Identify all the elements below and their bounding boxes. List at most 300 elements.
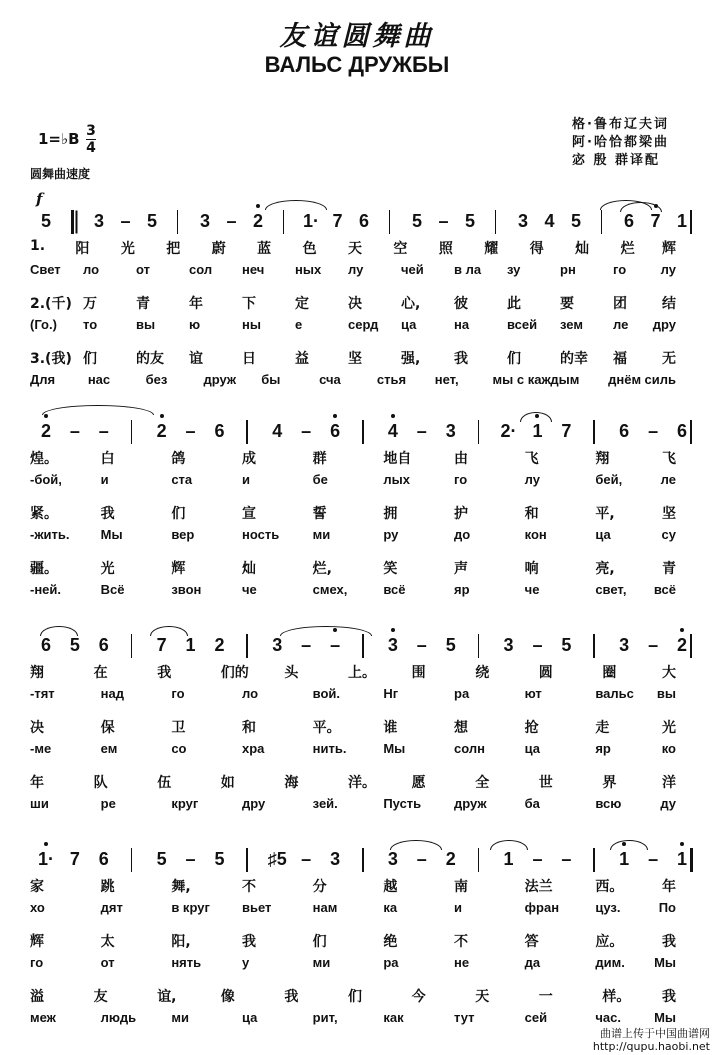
- note: –: [185, 849, 196, 869]
- lyric-russian: как: [383, 1009, 404, 1025]
- lyric-chinese: 万: [83, 296, 97, 312]
- title-russian: ВАЛЬС ДРУЖБЫ: [264, 52, 450, 77]
- lyric-chinese: 翔: [30, 665, 44, 681]
- lyric-russian: ле: [613, 316, 629, 332]
- lyric-chinese: 紧。: [30, 506, 58, 522]
- lyric-russian: у: [242, 954, 250, 970]
- time-signature-bottom: 4: [86, 140, 96, 156]
- lyric-russian: вер: [171, 526, 195, 542]
- lyric-russian: ра: [454, 685, 470, 701]
- lyric-chinese: 耀: [484, 241, 499, 257]
- note: 5: [570, 211, 581, 231]
- lyric-russian: вы: [136, 316, 156, 332]
- lyric-russian: ца: [242, 1009, 258, 1025]
- lyric-russian: ми: [312, 954, 331, 970]
- lyric-russian: вальс: [595, 685, 634, 701]
- lyric-russian: бей,: [595, 471, 623, 487]
- note: 2: [152, 418, 172, 444]
- lyric-chinese: 家: [30, 879, 44, 895]
- slur: [390, 840, 442, 850]
- note: 5: [69, 635, 80, 655]
- lyric-russian: нет,: [434, 371, 459, 387]
- lyric-chinese: 我: [157, 665, 172, 681]
- lyric-chinese: 圆: [538, 665, 553, 681]
- lyric-russian: (Го.): [30, 316, 57, 332]
- credit-composer: 阿·哈恰都梁曲: [572, 135, 669, 150]
- note: 1: [527, 418, 547, 444]
- lyric-chinese: 我: [284, 989, 299, 1005]
- note: 6: [619, 421, 630, 441]
- tempo-marking: 圆舞曲速度: [30, 167, 91, 181]
- lyric-chinese: 西。: [595, 879, 624, 895]
- note: –: [69, 421, 80, 441]
- footer-watermark: [593, 1027, 710, 1053]
- note: 1·: [302, 211, 319, 231]
- lyric-russian: бы: [261, 371, 281, 387]
- lyric-russian: -бой,: [30, 471, 62, 487]
- slur: [490, 840, 528, 850]
- lyric-chinese: 要: [560, 296, 574, 312]
- lyric-russian: зей.: [312, 795, 338, 811]
- lyric-russian: зем: [560, 316, 583, 332]
- note: 5: [156, 849, 167, 869]
- lyric-russian: цуз.: [595, 899, 621, 915]
- lyric-chinese: 灿: [575, 241, 590, 257]
- lyric-russian: ность: [242, 526, 280, 542]
- dynamic-marking: f: [36, 190, 43, 208]
- lyric-russian: всей: [507, 316, 538, 332]
- lyric-chinese: 地自: [383, 451, 412, 467]
- lyric-russian: нас: [87, 371, 111, 387]
- lyric-chinese: 由: [454, 451, 468, 467]
- lyric-russian: бе: [312, 471, 328, 487]
- note: 3: [272, 635, 283, 655]
- lyric-chinese: 一: [538, 989, 553, 1005]
- note: 2: [672, 632, 692, 658]
- time-signature: [86, 124, 96, 155]
- lyric-russian: ста: [171, 471, 193, 487]
- note: 5: [411, 211, 422, 231]
- lyric-russian: ба: [524, 795, 540, 811]
- barline: [690, 848, 693, 872]
- note: 2: [214, 635, 225, 655]
- lyric-chinese: 洋: [662, 775, 676, 791]
- lyric-chinese: 们: [171, 506, 186, 522]
- lyric-chinese: 飞: [524, 451, 539, 467]
- lyric-russian: лых: [383, 471, 410, 487]
- note: 5: [146, 211, 157, 231]
- lyric-russian: го: [454, 471, 468, 487]
- lyric-russian: час.: [595, 1009, 621, 1025]
- lyric-russian: ре: [100, 795, 116, 811]
- lyric-russian: лу: [348, 261, 364, 277]
- note: 2: [36, 418, 56, 444]
- note: 6: [98, 635, 109, 655]
- note: –: [325, 632, 345, 658]
- lyric-russian: от: [100, 954, 115, 970]
- lyric-russian: Свет: [30, 261, 61, 277]
- note: 5: [561, 635, 572, 655]
- note: –: [648, 635, 659, 655]
- lyric-chinese: 阳: [75, 241, 90, 257]
- barline: [593, 634, 595, 658]
- barline: [593, 848, 595, 872]
- lyric-chinese: 平。: [312, 720, 341, 736]
- lyric-chinese: 阳,: [171, 934, 191, 950]
- lyric-chinese: 把: [166, 241, 181, 257]
- lyric-russian: ру: [383, 526, 399, 542]
- note: 4: [544, 211, 555, 231]
- lyric-chinese: 南: [454, 879, 468, 895]
- note: –: [561, 849, 572, 869]
- note: 5: [445, 635, 456, 655]
- note: 6: [676, 421, 687, 441]
- lyric-russian: ю: [189, 316, 201, 332]
- barline: [690, 210, 692, 234]
- note: 1: [614, 846, 634, 872]
- lyric-russian: Пусть: [383, 795, 422, 811]
- lyric-russian: стья: [376, 371, 407, 387]
- lyric-chinese: 决: [348, 296, 362, 312]
- lyric-russian: ду: [660, 795, 676, 811]
- lyric-russian: -ме: [30, 740, 52, 756]
- lyric-chinese: 烂,: [312, 561, 332, 577]
- lyric-russian: ца: [401, 316, 417, 332]
- lyric-russian: че: [524, 581, 540, 597]
- barline: [593, 420, 595, 444]
- note: 3: [330, 849, 341, 869]
- lyric-russian: вы: [656, 685, 676, 701]
- slur: [280, 626, 372, 636]
- lyric-chinese: 光: [662, 720, 676, 736]
- note: 6: [358, 211, 369, 231]
- lyric-russian: зу: [507, 261, 521, 277]
- lyric-chinese: 辉: [662, 241, 676, 257]
- lyric-chinese: 誓: [312, 506, 327, 522]
- lyric-chinese: 如: [220, 775, 235, 791]
- lyric-russian: -тят: [30, 685, 55, 701]
- lyric-chinese: 和: [524, 506, 539, 522]
- lyric-russian: и: [454, 899, 462, 915]
- lyric-chinese: 的友: [136, 351, 164, 367]
- lyric-chinese: 我: [100, 506, 115, 522]
- lyric-chinese: 世: [538, 775, 553, 791]
- lyric-chinese: 心,: [401, 296, 421, 312]
- lyric-chinese: 想: [454, 720, 468, 736]
- credit-lyricist: 格·鲁布辽夫词: [572, 117, 669, 132]
- lyric-russian: го: [171, 685, 185, 701]
- title-chinese: 友谊圆舞曲: [279, 21, 435, 52]
- barline: [690, 634, 692, 658]
- lyric-russian: друж: [203, 371, 237, 387]
- lyric-russian: всю: [595, 795, 622, 811]
- lyric-russian: на: [454, 316, 470, 332]
- lyric-russian: без: [145, 371, 168, 387]
- lyric-russian: круг: [171, 795, 199, 811]
- lyric-russian: мы с каж: [492, 371, 551, 387]
- lyric-chinese: 光: [120, 241, 135, 257]
- note: ♯5: [267, 849, 287, 869]
- barline: [71, 210, 74, 234]
- lyric-chinese: 成: [242, 451, 256, 467]
- lyric-chinese: 们的: [220, 665, 249, 681]
- note: –: [648, 849, 659, 869]
- barline: [389, 210, 391, 234]
- lyric-chinese: 我: [454, 351, 468, 367]
- lyric-russian: ло: [242, 685, 259, 701]
- lyric-chinese: 白: [100, 451, 115, 467]
- slur: [42, 405, 154, 415]
- lyric-chinese: 辉: [171, 561, 186, 577]
- lyric-russian: до: [454, 526, 471, 542]
- lyric-chinese: 绕: [475, 665, 490, 681]
- lyric-russian: сча: [319, 371, 341, 387]
- lyric-russian: ка: [383, 899, 398, 915]
- lyric-chinese: 响: [524, 561, 539, 577]
- note: 6: [325, 418, 345, 444]
- lyric-chinese: 团: [613, 296, 627, 312]
- lyric-russian: хо: [30, 899, 45, 915]
- lyric-russian: в ла: [454, 261, 482, 277]
- barline: [478, 848, 480, 872]
- lyric-russian: го: [613, 261, 627, 277]
- lyric-chinese: 舞,: [171, 879, 191, 895]
- barline: [601, 210, 603, 234]
- lyric-russian: дру: [242, 795, 266, 811]
- note: 1: [503, 849, 514, 869]
- note: –: [648, 421, 659, 441]
- lyric-chinese: 天: [348, 241, 362, 257]
- barline: [131, 634, 133, 658]
- lyric-chinese: 辉: [30, 934, 44, 950]
- lyric-russian: солн: [454, 740, 485, 756]
- lyric-russian: ем: [100, 740, 118, 756]
- lyric-russian: нам: [312, 899, 338, 915]
- note: –: [416, 849, 427, 869]
- lyric-chinese: 宣: [242, 506, 256, 522]
- lyric-chinese: 不: [242, 879, 256, 895]
- barline: [690, 420, 692, 444]
- note: 6: [623, 211, 634, 231]
- lyric-russian: ют: [524, 685, 542, 701]
- lyric-russian: хра: [242, 740, 265, 756]
- time-signature-top: 3: [86, 123, 96, 139]
- lyric-chinese: 我: [242, 934, 256, 950]
- lyric-chinese: 海: [284, 775, 299, 791]
- lyric-chinese: 亮,: [595, 561, 615, 577]
- lyric-russian: сол: [189, 261, 213, 277]
- lyric-russian: фран: [524, 899, 560, 915]
- footer-url: http://qupu.haobi.net: [592, 1040, 710, 1053]
- note: 5: [464, 211, 475, 231]
- note: –: [301, 849, 312, 869]
- lyric-chinese: 们: [507, 351, 521, 367]
- barline: [362, 848, 364, 872]
- note: 3: [503, 635, 514, 655]
- lyric-chinese: 彼: [454, 296, 468, 312]
- barline: [283, 210, 285, 234]
- lyric-chinese: 结: [662, 296, 676, 312]
- barline: [131, 848, 133, 872]
- lyric-chinese: 们: [312, 934, 327, 950]
- lyric-russian: в круг: [171, 899, 210, 915]
- footer-site: 曲谱上传于中国曲谱网: [600, 1027, 710, 1040]
- lyric-chinese: 照: [438, 241, 453, 257]
- lyric-russian: не: [454, 954, 470, 970]
- lyric-russian: ца: [524, 740, 541, 756]
- lyric-russian: лу: [524, 471, 540, 487]
- note: 2: [248, 208, 268, 234]
- lyric-chinese: 谊: [189, 351, 203, 367]
- lyric-chinese: 越: [383, 879, 398, 895]
- lyric-chinese: 应。: [595, 934, 624, 950]
- slur: [520, 412, 552, 422]
- lyric-russian: ны: [242, 316, 261, 332]
- note: 1·: [36, 846, 56, 872]
- lyric-chinese: 强,: [401, 351, 421, 367]
- lyric-chinese: 群: [312, 451, 327, 467]
- note: 6: [98, 849, 109, 869]
- lyric-russian: дим.: [595, 954, 625, 970]
- lyric-russian: рн: [560, 261, 576, 277]
- lyric-chinese: 年: [662, 879, 676, 895]
- lyric-russian: меж: [30, 1009, 56, 1025]
- lyric-russian: и: [242, 471, 250, 487]
- note: 1: [676, 211, 687, 231]
- lyric-russian: со: [171, 740, 187, 756]
- lyric-russian: ми: [171, 1009, 189, 1025]
- lyric-russian: чей: [401, 261, 424, 277]
- lyric-chinese: 飞: [662, 451, 676, 467]
- lyric-russian: от: [136, 261, 150, 277]
- barline: [246, 420, 248, 444]
- lyric-chinese: 青: [136, 296, 150, 312]
- lyric-russian: и: [100, 471, 109, 487]
- lyric-chinese: 卫: [171, 720, 186, 736]
- note: 4: [383, 418, 403, 444]
- note: 5: [40, 211, 51, 231]
- slur: [150, 626, 188, 636]
- lyric-russian: По: [658, 899, 676, 915]
- lyric-chinese: 翔: [595, 451, 610, 467]
- credit-translator: 宓 殷 群译配: [572, 153, 661, 168]
- lyric-chinese: 无: [662, 351, 676, 367]
- lyric-russian: кон: [524, 526, 547, 542]
- lyric-russian: да: [524, 954, 541, 970]
- lyric-russian: ло: [83, 261, 100, 277]
- note: –: [532, 635, 543, 655]
- lyric-chinese: 走: [595, 720, 610, 736]
- lyric-chinese: 灿: [242, 561, 256, 577]
- slur: [265, 200, 327, 210]
- lyric-russian: Мы: [654, 1009, 676, 1025]
- lyric-russian: Для: [30, 371, 56, 387]
- lyric-chinese: 天: [475, 989, 490, 1005]
- note: 3: [383, 632, 403, 658]
- lyric-russian: лу: [660, 261, 676, 277]
- lyric-russian: е: [295, 316, 303, 332]
- lyric-chinese: 声: [454, 561, 468, 577]
- lyric-chinese: 疆。: [30, 561, 58, 577]
- lyric-russian: ра: [383, 954, 399, 970]
- barline: [177, 210, 179, 234]
- lyric-chinese: 们: [83, 351, 97, 367]
- lyric-chinese: 全: [475, 775, 490, 791]
- lyric-chinese: 笑: [383, 561, 398, 577]
- lyric-chinese: 年: [30, 775, 44, 791]
- lyric-chinese: 护: [454, 506, 468, 522]
- note: –: [301, 421, 312, 441]
- lyric-chinese: 友: [93, 989, 108, 1005]
- barline: [246, 848, 248, 872]
- lyric-chinese: 3.(我): [30, 351, 72, 367]
- lyric-chinese: 在: [93, 665, 108, 681]
- lyric-chinese: 和: [242, 720, 256, 736]
- lyric-russian: су: [661, 526, 676, 542]
- note: –: [438, 211, 449, 231]
- lyric-chinese: 我: [662, 989, 676, 1005]
- note: –: [416, 635, 427, 655]
- lyric-chinese: 大: [662, 665, 676, 681]
- lyric-russian: свет,: [595, 581, 627, 597]
- lyric-chinese: 鸽: [171, 451, 186, 467]
- note: 3: [387, 849, 398, 869]
- barline: [362, 420, 364, 444]
- lyric-chinese: 蓝: [257, 241, 272, 257]
- lyric-chinese: 决: [30, 720, 44, 736]
- note: 3: [93, 211, 104, 231]
- note: 5: [214, 849, 225, 869]
- lyric-russian: ми: [312, 526, 331, 542]
- lyric-chinese: 煌。: [30, 451, 58, 467]
- lyric-russian: серд: [348, 316, 379, 332]
- note: –: [120, 211, 131, 231]
- lyric-chinese: 们: [348, 989, 362, 1005]
- lyric-russian: то: [83, 316, 98, 332]
- lyric-russian: го: [30, 954, 44, 970]
- lyric-chinese: 太: [100, 934, 115, 950]
- lyric-russian: Всё: [100, 581, 125, 597]
- note: –: [98, 421, 109, 441]
- lyric-russian: яр: [454, 581, 470, 597]
- lyric-chinese: 空: [393, 241, 408, 257]
- note: 3: [445, 421, 456, 441]
- lyric-chinese: 的幸: [560, 351, 588, 367]
- lyric-chinese: 蔚: [211, 241, 226, 257]
- lyric-chinese: 像: [220, 989, 235, 1005]
- lyric-chinese: 坚: [348, 351, 362, 367]
- barline: [478, 634, 480, 658]
- lyric-russian: ши: [30, 795, 49, 811]
- lyric-chinese: 溢: [30, 989, 44, 1005]
- barline: [246, 634, 248, 658]
- lyric-chinese: 益: [295, 351, 309, 367]
- note: 4: [272, 421, 283, 441]
- lyric-russian: днём: [608, 371, 642, 387]
- lyric-russian: Мы: [100, 526, 123, 542]
- barline: [362, 634, 364, 658]
- lyric-russian: вьет: [242, 899, 272, 915]
- key-signature: 1=♭B: [38, 130, 80, 148]
- note: 7: [69, 849, 80, 869]
- lyric-chinese: 1.: [30, 238, 46, 254]
- lyric-chinese: 洋。: [348, 775, 376, 791]
- lyric-russian: сей: [524, 1009, 548, 1025]
- lyric-russian: вой.: [312, 685, 341, 701]
- lyric-chinese: 年: [189, 296, 203, 312]
- barline: [478, 420, 480, 444]
- slur: [610, 840, 648, 850]
